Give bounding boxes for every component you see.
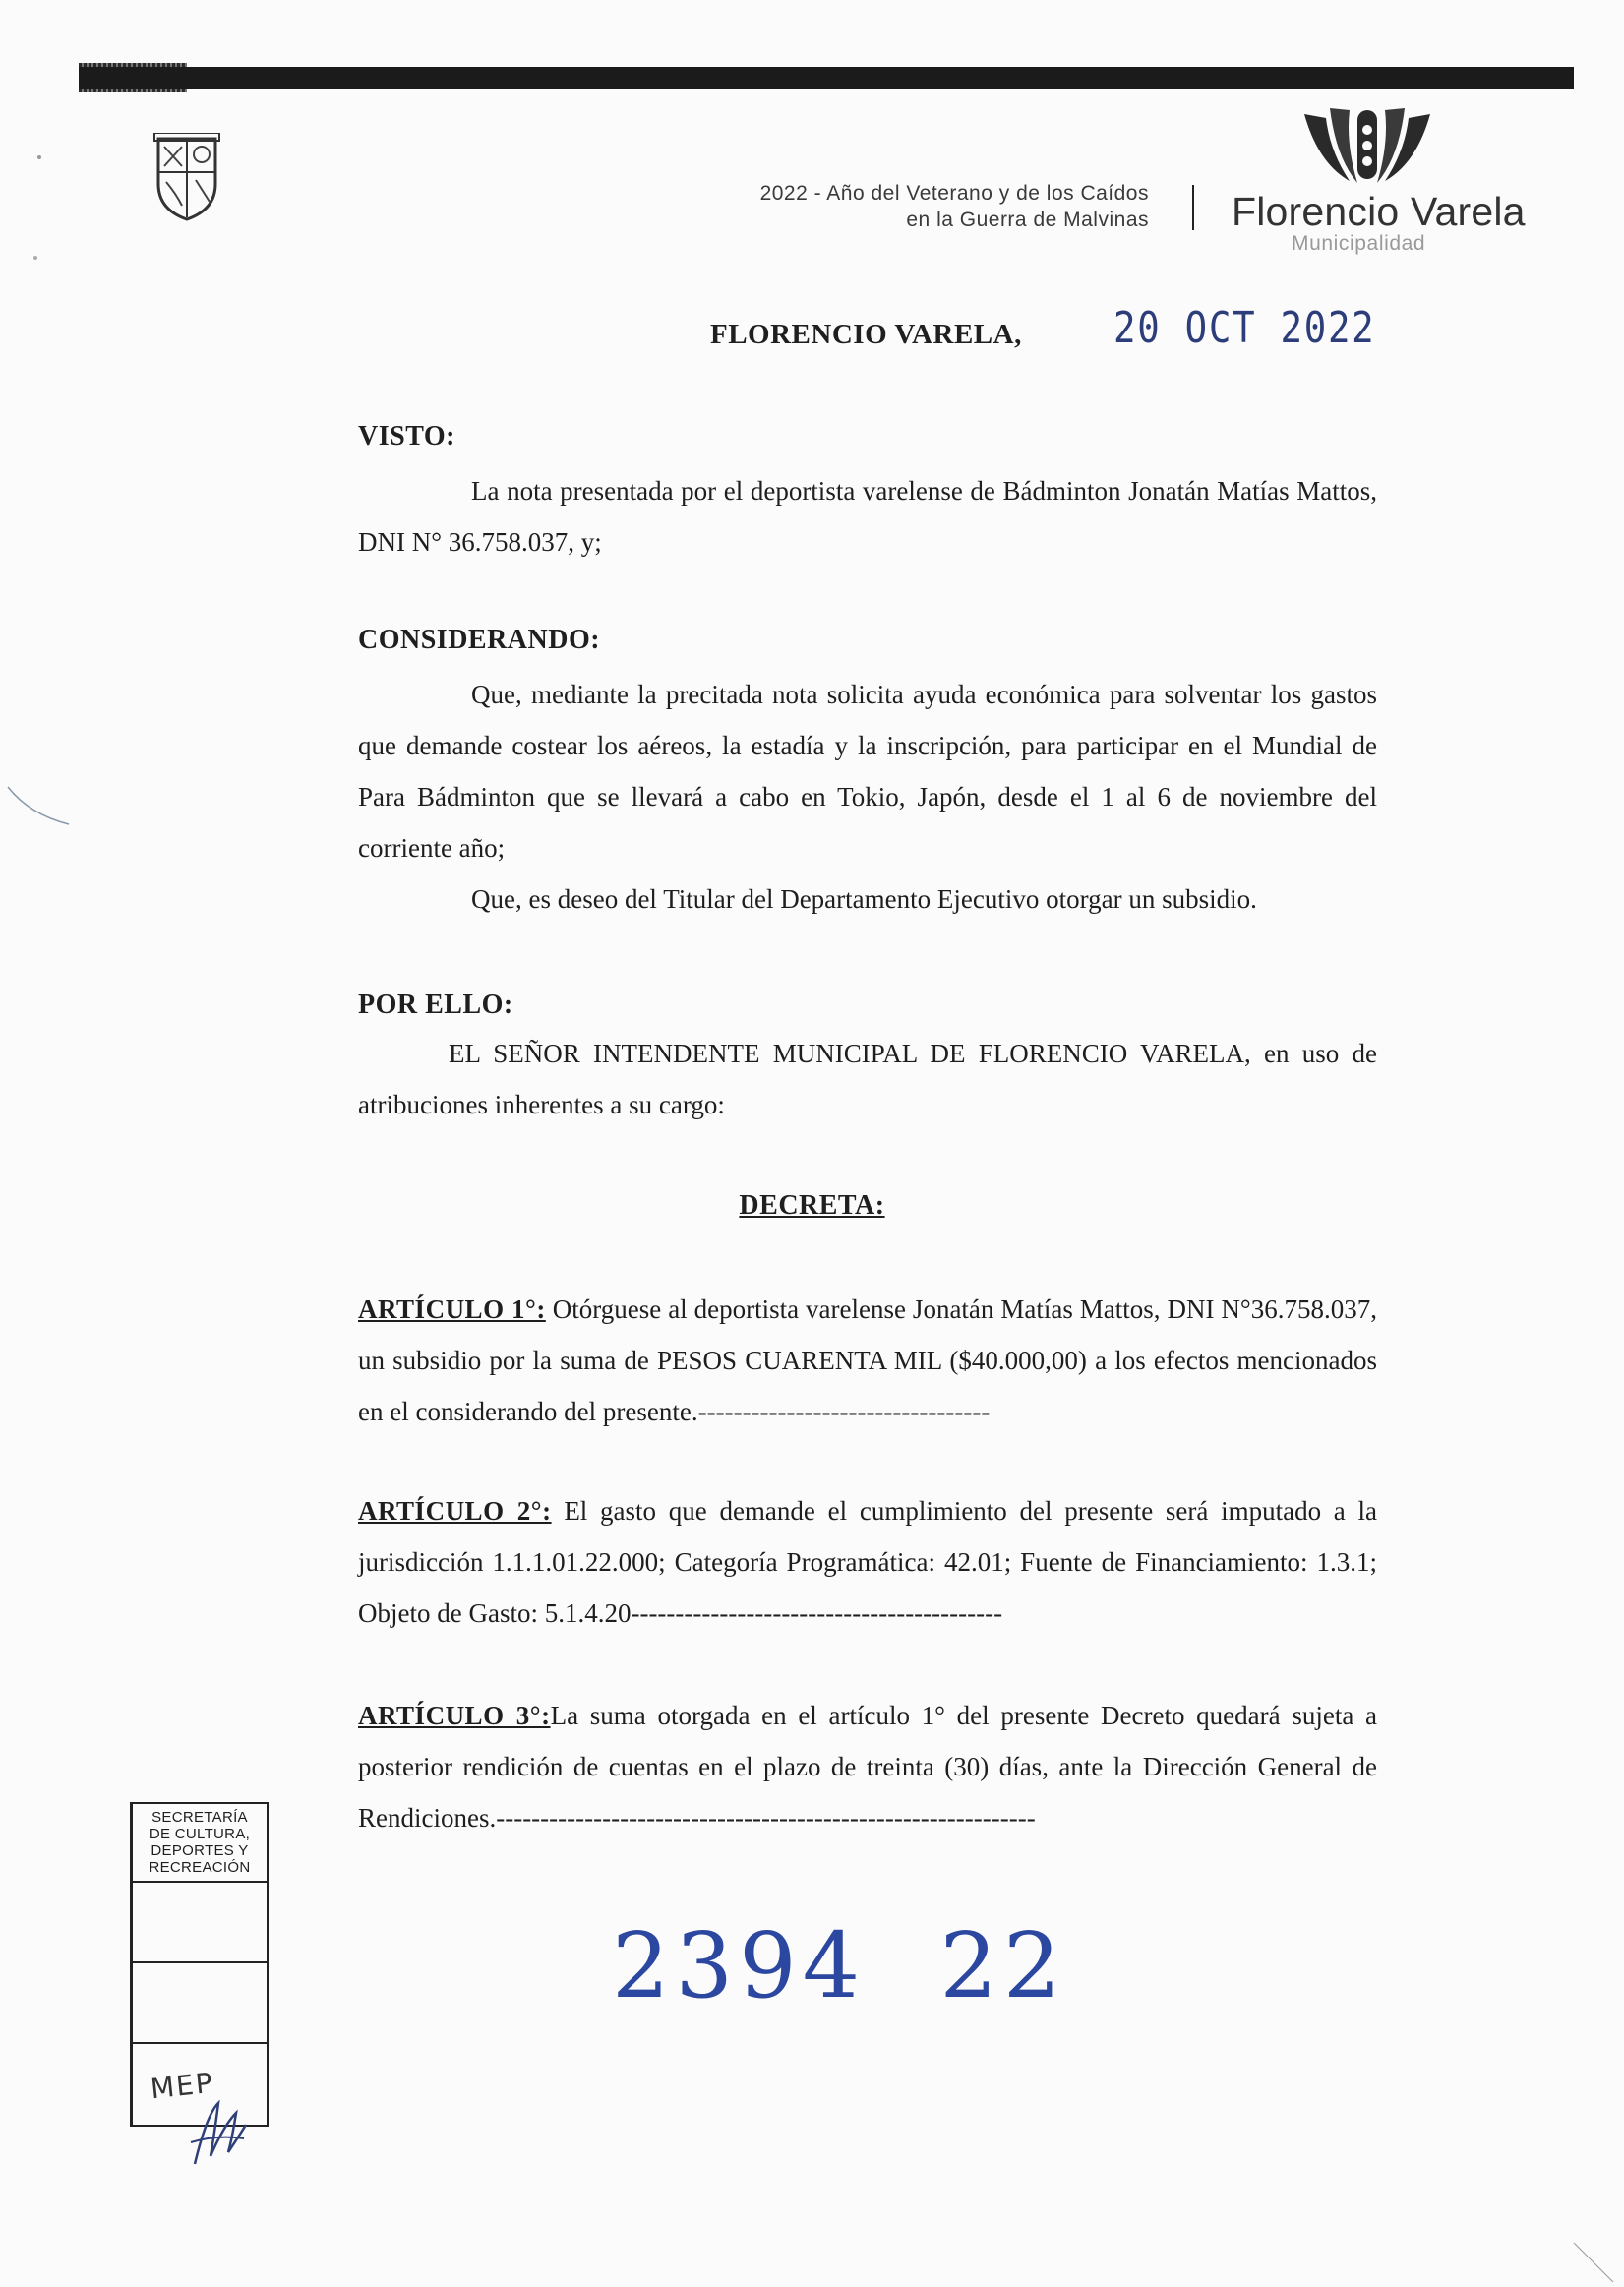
date-stamp: 20 OCT 2022	[1113, 303, 1376, 353]
logo-subtitle: Municipalidad	[1292, 232, 1426, 255]
logo-name: Florencio Varela	[1232, 189, 1526, 234]
municipal-crest-icon	[152, 133, 221, 223]
considerando-heading: CONSIDERANDO:	[358, 625, 601, 655]
considerando-paragraph-2: Que, es deseo del Titular del Departamento Ejecutivo otorgar un subsidio.	[471, 884, 1257, 914]
decree-number-stamp	[612, 1913, 1066, 2018]
article-label: ARTÍCULO 3°:	[358, 1701, 551, 1730]
article-label: ARTÍCULO 1°:	[358, 1294, 546, 1324]
stamp-row	[133, 1963, 267, 2044]
por-ello-paragraph: EL SEÑOR INTENDENTE MUNICIPAL DE FLORENCIO VARELA, en uso de atribuciones inherentes a su cargo:	[358, 1039, 1377, 1119]
place-label: FLORENCIO VARELA,	[710, 319, 1022, 350]
decree-year: 22	[939, 1913, 1067, 2018]
secretariat-stamp	[130, 1802, 269, 2127]
florencio-varela-logo-icon	[1300, 104, 1434, 191]
decreta-label: DECRETA:	[739, 1190, 885, 1221]
stamp-header	[133, 1804, 267, 1883]
decree-number: 2394	[612, 1913, 867, 2018]
header-rule	[79, 67, 1574, 89]
article-2	[358, 1485, 1377, 1639]
signature-icon	[185, 2095, 254, 2174]
header-divider	[1192, 185, 1194, 230]
stamp-line: RECREACIÓN	[149, 1859, 251, 1876]
article-text: El gasto que demande el cumplimiento del presente será imputado a la jurisdicción 1.1.1.01.22.000; Categoría Programática: 42.01; Fuente de Financiamiento: 1.3.1; Objeto de Gasto: 5.1.4.20------------------------------------------	[358, 1496, 1377, 1628]
por-ello-heading: POR ELLO:	[358, 990, 513, 1020]
considerando-paragraph-1: Que, mediante la precitada nota solicita ayuda económica para solventar los gastos que demande costear los aéreos, la estadía y la inscripción, para participar en el Mundial de Para Bádminton que se llevará a cabo en Tokio, Japón, desde el 1 al 6 de noviembre del corriente año;	[358, 680, 1377, 863]
stamp-line: DEPORTES Y	[150, 1842, 249, 1859]
stamp-line: DE CULTURA,	[149, 1826, 251, 1842]
motto-line-2: en la Guerra de Malvinas	[906, 209, 1149, 231]
visto-heading: VISTO:	[358, 421, 455, 451]
article-1	[358, 1284, 1377, 1437]
article-text: La suma otorgada en el artículo 1° del presente Decreto quedará sujeta a posterior rendición de cuentas en el plazo de treinta (30) días, ante la Dirección General de Rendiciones.-------------------------------------------------------------	[358, 1701, 1377, 1833]
stamp-line: SECRETARÍA	[151, 1809, 248, 1826]
article-label: ARTÍCULO 2°:	[358, 1496, 552, 1526]
article-text: Otórguese al deportista varelense Jonatán Matías Mattos, DNI N°36.758.037, un subsidio por la suma de PESOS CUARENTA MIL ($40.000,00) a los efectos mencionados en el considerando del presente.---------------------------------	[358, 1294, 1377, 1426]
motto-line-1: 2022 - Año del Veterano y de los Caídos	[759, 182, 1149, 205]
article-3	[358, 1690, 1377, 1843]
visto-paragraph: La nota presentada por el deportista varelense de Bádminton Jonatán Matías Mattos, DNI N° 36.758.037, y;	[358, 476, 1377, 557]
stamp-initials: MEP	[149, 2066, 216, 2106]
year-motto	[610, 180, 1149, 233]
stamp-row	[133, 1883, 267, 1963]
decreta-heading	[0, 1190, 1624, 1222]
